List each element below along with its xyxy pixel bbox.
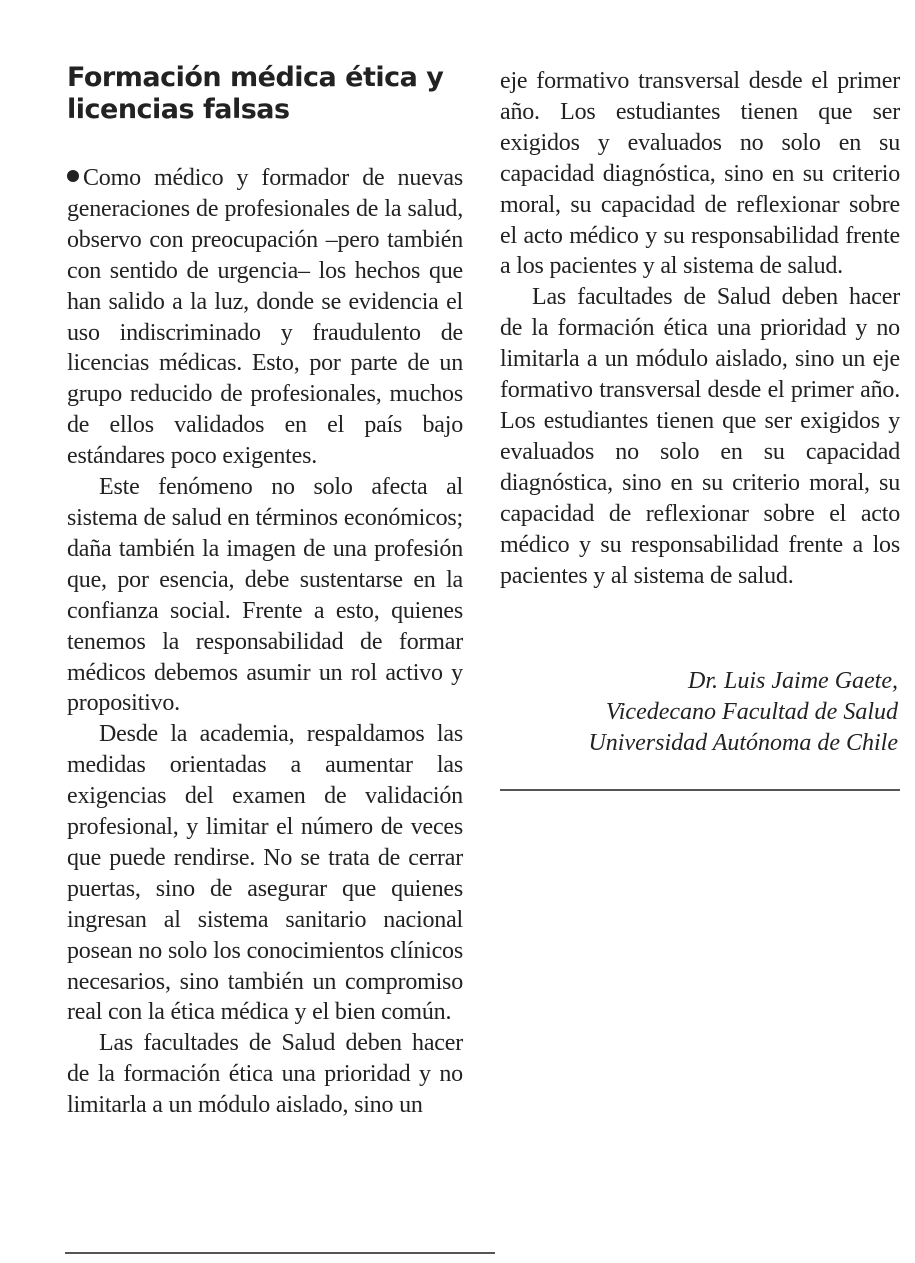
- signature-institution: Universidad Autónoma de Chile: [588, 730, 898, 756]
- divider-rule-right: [500, 789, 900, 791]
- article-column-left: [67, 163, 463, 1121]
- signature-block: [500, 666, 898, 759]
- paragraph-2: Este fenómeno no solo afecta al sistema de salud en términos económicos; daña también la imagen de una profesión que, por esencia, debe sustentarse en la confianza social. Frente a esto, quienes tenemos la responsabilidad de formar médicos debemos asumir un rol activo y propositivo.: [67, 474, 463, 717]
- paragraph-3: Desde la academia, respaldamos las medidas orientadas a aumentar las exigencias del examen de validación profesional, y limitar el número de veces que puede rendirse. No se trata de cerrar puertas, sino de asegurar que quienes ingresan al sistema sanitario nacional posean no solo los conocimientos clínicos necesarios, sino también un compromiso real con la ética médica y el bien común.: [67, 721, 463, 1026]
- paragraph-4: Las facultades de Salud deben hacer de la formación ética una prioridad y no limitarla a un módulo aislado, sino un: [67, 1030, 463, 1119]
- paragraph-5: Las facultades de Salud deben hacer de la formación ética una prioridad y no limitarla a un módulo aislado, sino un eje formativo transversal desde el primer año. Los estudiantes tienen que ser exigidos y evaluados no solo en su capacidad diagnóstica, sino en su criterio moral, su capacidad de reflexionar sobre el acto médico y su responsabilidad frente a los pacientes y al sistema de salud.: [500, 284, 900, 589]
- signature-role: Vicedecano Facultad de Salud: [605, 699, 898, 725]
- signature-name: Dr. Luis Jaime Gaete,: [688, 668, 898, 694]
- paragraph-1: [67, 163, 463, 472]
- article-column-right: [500, 66, 900, 591]
- paragraph-4-continued: eje formativo transversal desde el primer año. Los estudiantes tienen que ser exigidos y evaluados no solo en su capacidad diagnóstica, sino en su criterio moral, su capacidad de reflexionar sobre el acto médico y su responsabilidad frente a los pacientes y al sistema de salud.: [500, 68, 900, 280]
- divider-rule-left: [65, 1252, 495, 1254]
- article-title: Formación médica ética y licencias falsas: [67, 62, 444, 125]
- bullet-icon: [67, 170, 79, 182]
- paragraph-1-text: Como médico y formador de nuevas generaciones de profesionales de la salud, observo con preocupación –pero también con sentido de urgencia– los hechos que han salido a la luz, donde se evidencia el uso indiscriminado y fraudulento de licencias médicas. Esto, por parte de un grupo reducido de profesionales, muchos de ellos validados en el país bajo estándares poco exigentes.: [67, 165, 463, 470]
